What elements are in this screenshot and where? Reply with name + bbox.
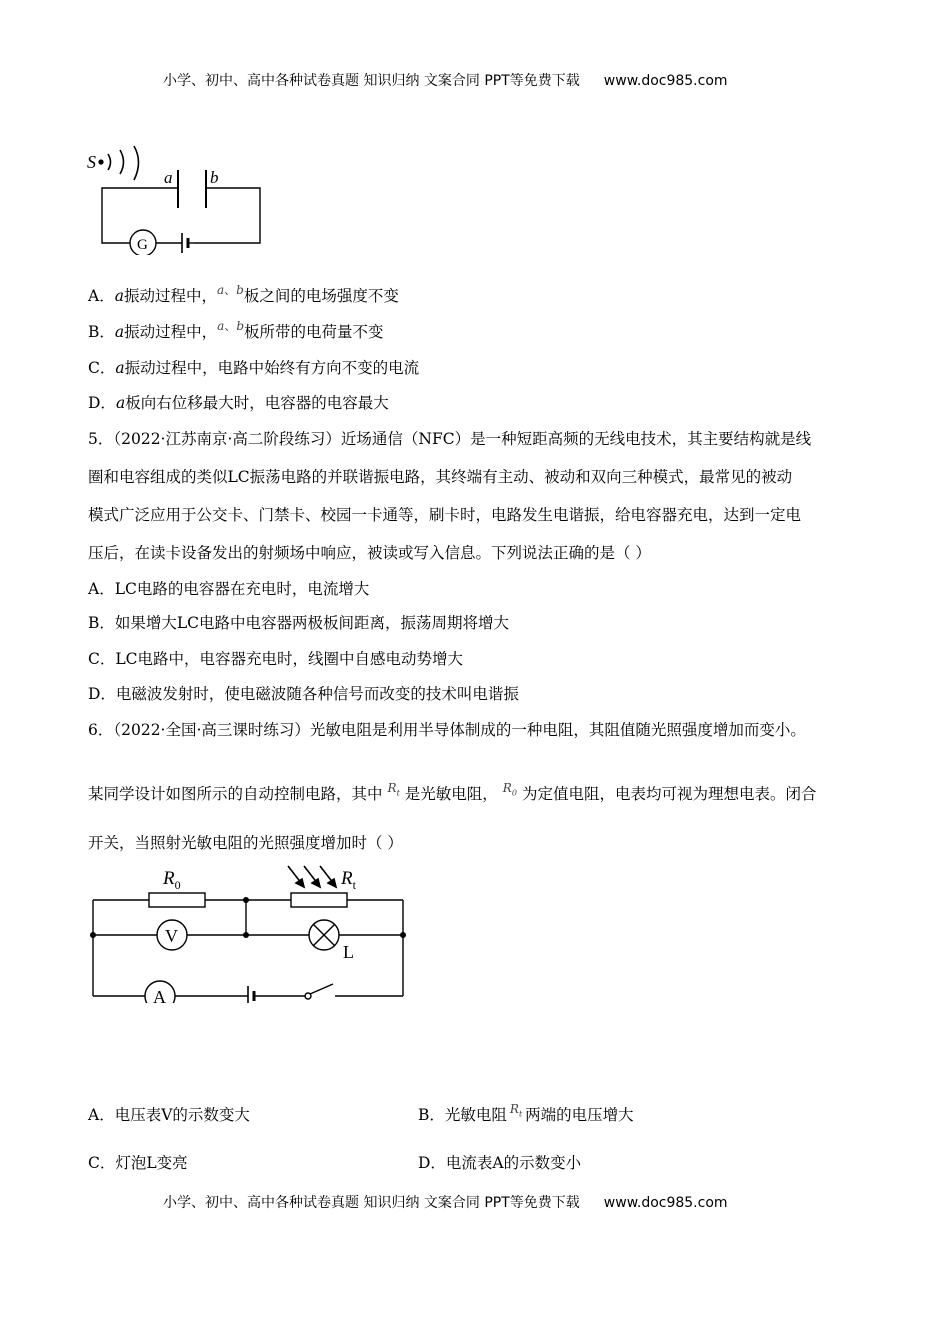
plate-b-label: b: [210, 168, 219, 187]
sound-wave-1: [108, 154, 111, 170]
rt-photoresistor: [291, 893, 347, 907]
q5-stem-line-2: 圈和电容组成的类似LC振荡电路的并联谐振电路，其终端有主动、被动和双向三种模式，最常见的被动: [88, 468, 793, 486]
q4-option-b: B．a振动过程中，$^{a、b}$板所带的电荷量不变: [88, 319, 384, 341]
q6-option-d: D．电流表A的示数变小: [418, 1154, 582, 1172]
galvanometer-label: G: [137, 237, 148, 253]
q4-option-a: A．a振动过程中，$^{a、b}$板之间的电场强度不变: [88, 283, 399, 305]
plate-a-label: a: [164, 168, 173, 187]
q6-option-b: B．光敏电阻 $^{R_t}$ 两端的电压增大: [418, 1102, 634, 1124]
sound-source-dot: [98, 159, 103, 164]
q5-option-d: D．电磁波发射时，使电磁波随各种信号而改变的技术叫电谐振: [88, 685, 519, 703]
sound-source-label: S: [87, 152, 96, 172]
voltmeter-label: V: [165, 926, 178, 946]
q5-option-a: A．LC电路的电容器在充电时，电流增大: [88, 580, 370, 598]
sound-wave-2: [120, 150, 124, 174]
r0-resistor: [149, 893, 205, 907]
q4-option-d: D．a板向右位移最大时，电容器的电容最大: [88, 394, 389, 412]
r0-label: $R_0$: [163, 868, 181, 892]
switch-blade: [310, 984, 333, 994]
q6-stem-line-3: 开关，当照射光敏电阻的光照强度增加时（ ）: [88, 834, 403, 852]
header-site-link[interactable]: www.doc985.com: [603, 73, 728, 89]
rt-label: $R_t$: [341, 868, 356, 892]
q5-option-b: B．如果增大LC电路中电容器两极板间距离，振荡周期将增大: [88, 614, 510, 632]
right-wire: [194, 188, 260, 243]
light-arrows-icon: [288, 866, 336, 887]
q5-stem-line-4: 压后，在读卡设备发出的射频场中响应，被读或写入信息。下列说法正确的是（ ）: [88, 544, 651, 562]
capacitor-circuit-figure: [82, 140, 272, 255]
page-header: [163, 70, 728, 90]
q5-stem-line-1: 5．（2022·江苏南京·高二阶段练习）近场通信（NFC）是一种短距高频的无线电技术，其主要结构就是线: [88, 430, 812, 448]
q5-option-c: C．LC电路中，电容器充电时，线圈中自感电动势增大: [88, 650, 464, 668]
footer-site-link[interactable]: www.doc985.com: [603, 1195, 728, 1211]
q6-stem-line-1: 6．（2022·全国·高三课时练习）光敏电阻是利用半导体制成的一种电阻，其阻值随光照强度增加而变小。: [88, 721, 806, 739]
q6-option-a: A．电压表V的示数变大: [88, 1106, 250, 1124]
q6-stem-line-2: 某同学设计如图所示的自动控制电路，其中 $^{R_t}$ 是光敏电阻， $^{R_0}$ 为定值电阻，电表均可视为理想电表。闭合: [88, 781, 817, 803]
sound-wave-3: [134, 146, 139, 180]
page-footer: [163, 1192, 728, 1212]
header-text: 小学、初中、高中各种试卷真题 知识归纳 文案合同 PPT等免费下载: [163, 73, 580, 89]
q5-stem-line-3: 模式广泛应用于公交卡、门禁卡、校园一卡通等，刷卡时，电路发生电谐振，给电容器充电，达到一定电: [88, 506, 802, 524]
footer-text: 小学、初中、高中各种试卷真题 知识归纳 文案合同 PPT等免费下载: [163, 1195, 580, 1211]
ammeter-label: A: [153, 987, 166, 1003]
q4-option-c: C．a振动过程中，电路中始终有方向不变的电流: [88, 359, 420, 377]
photoresistor-circuit-figure: [85, 858, 415, 1003]
lamp-label: L: [343, 942, 354, 962]
q6-option-c: C．灯泡L变亮: [88, 1154, 188, 1172]
